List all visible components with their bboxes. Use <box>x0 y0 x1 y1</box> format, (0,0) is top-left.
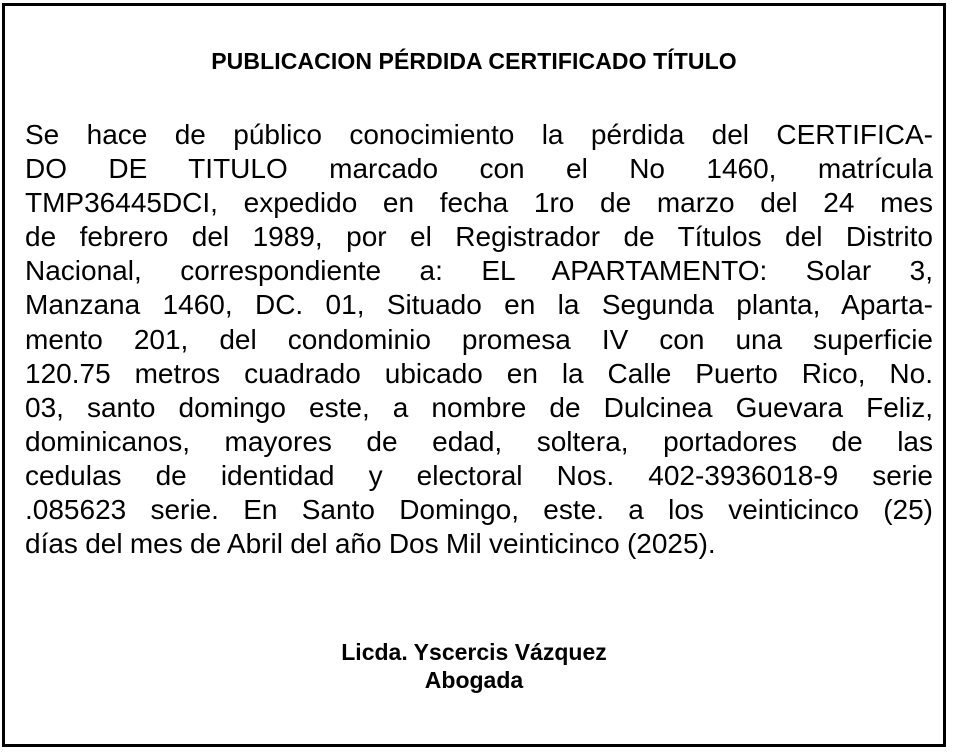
body-line: DO DE TITULO marcado con el No 1460, matrícula <box>25 153 933 185</box>
signature-role: Abogada <box>424 667 524 693</box>
notice-frame <box>2 3 946 747</box>
body-line: 03, santo domingo este, a nombre de Dulcinea Guevara Feliz, <box>25 391 933 423</box>
body-line: mento 201, del condominio promesa IV con una superficie <box>25 323 933 355</box>
body-line: cedulas de identidad y electoral Nos. 402-3936018-9 serie <box>25 459 933 491</box>
notice-title: PUBLICACION PÉRDIDA CERTIFICADO TÍTULO <box>211 48 737 74</box>
body-line: Manzana 1460, DC. 01, Situado en la Segunda planta, Aparta- <box>25 289 933 321</box>
body-line: días del mes de Abril del año Dos Mil veinticinco (2025). <box>25 528 716 560</box>
notice-body <box>25 118 933 561</box>
body-line: 120.75 metros cuadrado ubicado en la Calle Puerto Rico, No. <box>25 357 933 389</box>
body-line: Nacional, correspondiente a: EL APARTAMENTO: Solar 3, <box>25 255 933 287</box>
body-line: de febrero del 1989, por el Registrador de Títulos del Distrito <box>25 221 933 253</box>
signature-name: Licda. Yscercis Vázquez <box>341 639 607 665</box>
signature-block <box>5 638 943 694</box>
body-line: dominicanos, mayores de edad, soltera, portadores de las <box>25 425 933 457</box>
body-line: Se hace de público conocimiento la pérdida del CERTIFICA- <box>25 119 933 150</box>
body-line: .085623 serie. En Santo Domingo, este. a los veinticinco (25) <box>25 494 933 526</box>
body-line: TMP36445DCI, expedido en fecha 1ro de marzo del 24 mes <box>25 187 933 219</box>
